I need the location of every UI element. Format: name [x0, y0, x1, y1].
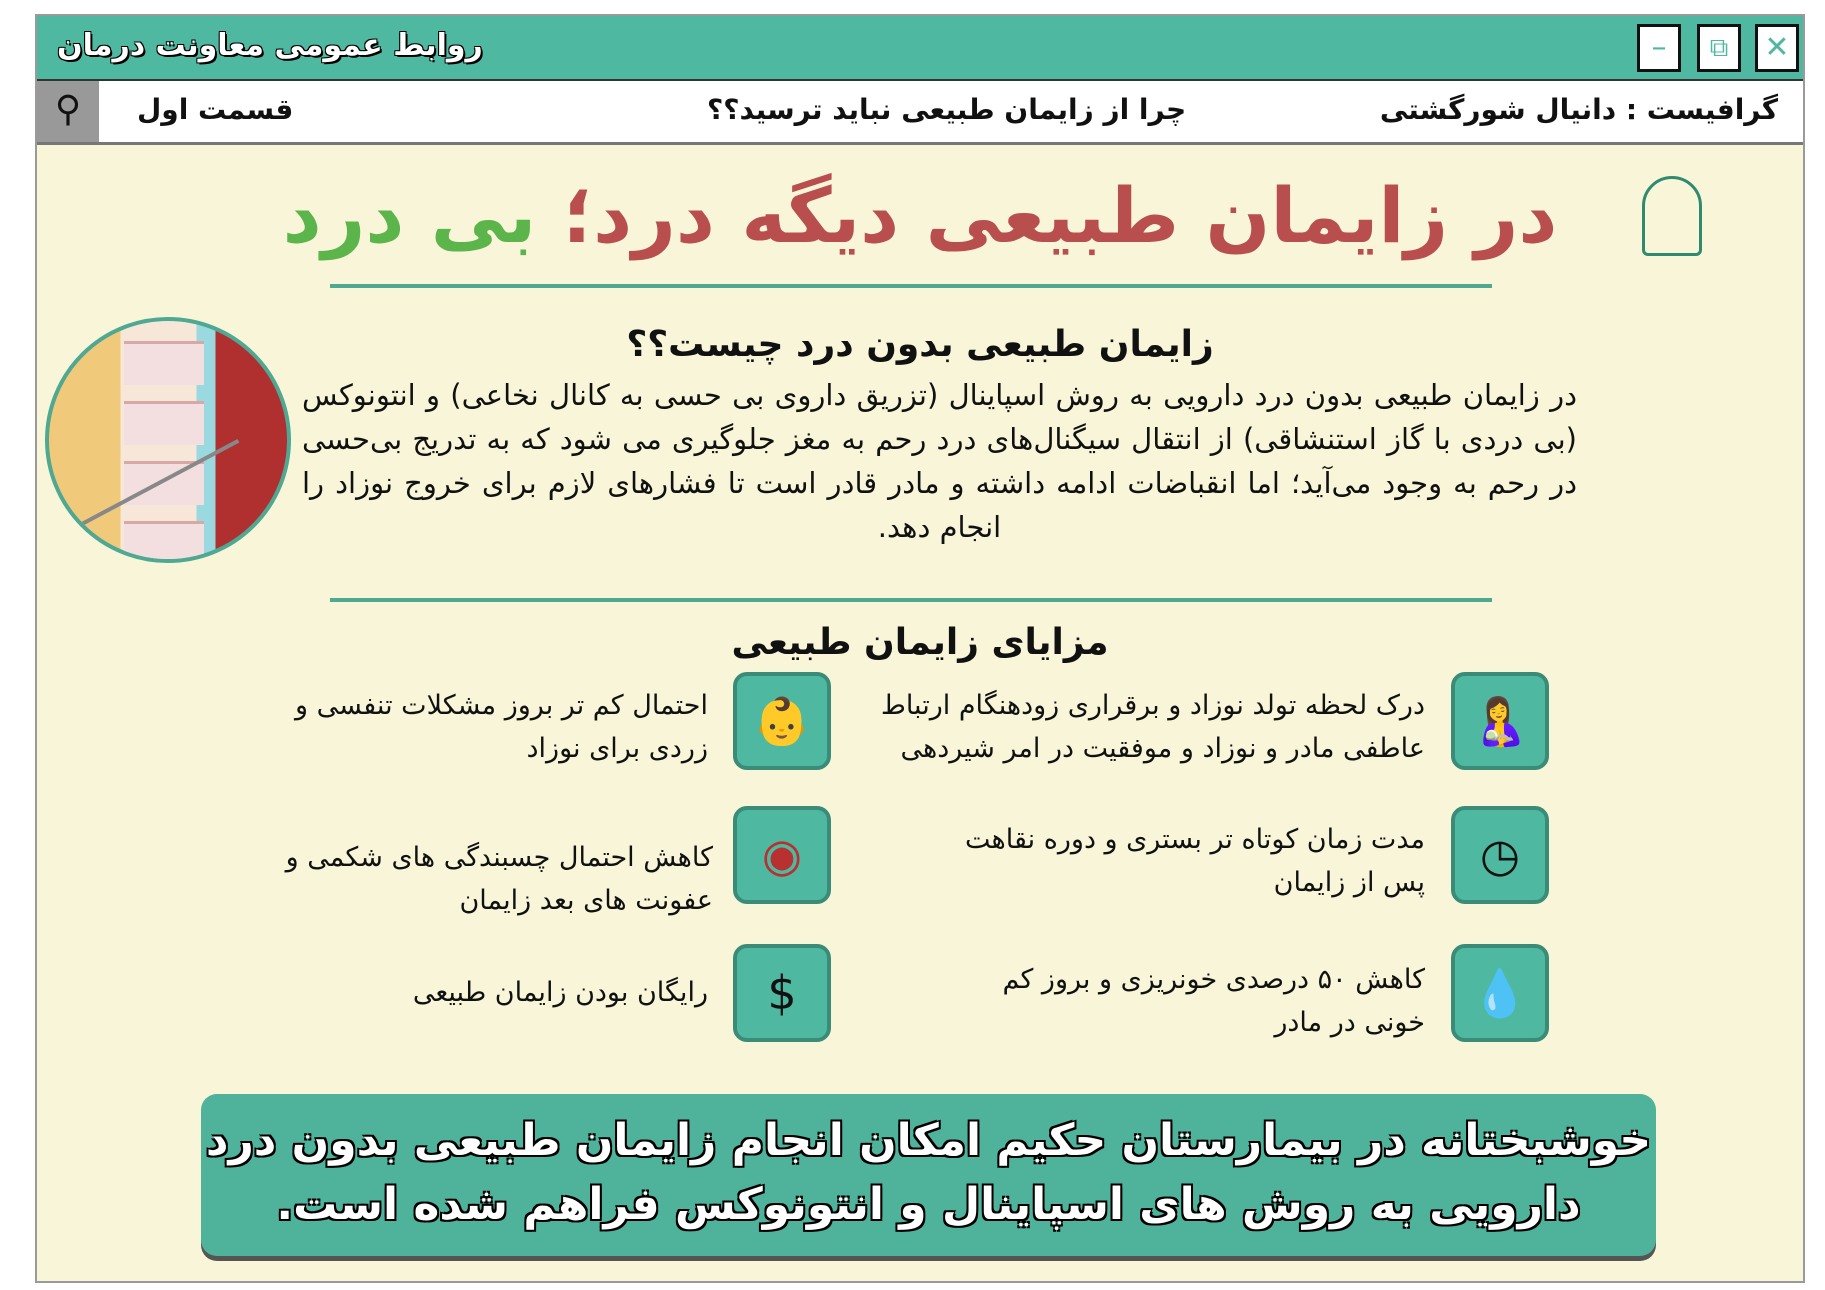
headline: [37, 166, 1803, 266]
mother-baby-icon: 🤱: [1451, 672, 1549, 770]
clock-icon: ◷: [1451, 806, 1549, 904]
benefit-text: درک لحظه تولد نوزاد و برقراری زودهنگام ارتباط عاطفی مادر و نوزاد و موفقیت در امر شیردهی: [880, 690, 1425, 764]
divider: [330, 284, 1492, 288]
app-title: روابط عمومی معاونت درمان: [57, 28, 483, 63]
benefit-text: رایگان بودن زایمان طبیعی: [412, 977, 708, 1008]
nav-bar: [37, 81, 1803, 145]
headline-green: بی درد: [282, 171, 537, 260]
benefit-text: احتمال کم تر بروز مشکلات تنفسی و زردی برای نوزاد: [295, 690, 708, 764]
benefit-text: کاهش احتمال چسبندگی های شکمی و عفونت های بعد زایمان: [285, 842, 713, 916]
section2-title: مزایای زایمان طبیعی: [731, 622, 1109, 663]
restore-button[interactable]: ⧉: [1697, 24, 1741, 72]
section1-title: زایمان طبیعی بدون درد چیست؟؟: [626, 324, 1214, 365]
spinal-illustration: [45, 317, 291, 563]
needle-icon: [79, 439, 240, 527]
app-window: [35, 14, 1805, 1283]
university-logo: [1602, 176, 1742, 316]
benefit-text: کاهش ۵۰ درصدی خونریزی و بروز کم خونی در مادر: [1002, 964, 1425, 1038]
credit-label: گرافیست : دانیال شورگشتی: [1379, 93, 1778, 126]
section1-paragraph: در زایمان طبیعی بدون درد دارویی به روش اسپاینال (تزریق داروی بی حسی به کانال نخاعی) و انتونوکس (بی دردی با گاز استنشاقی) از انتقال سیگنال‌های درد رحم به مغز جلوگیری می شود که به تدریج بی‌حسی در رحم به وجود می‌آید؛ اما انقباضات ادامه داشته و مادر قادر است تا فشارهای لازم برای خروج نوزاد را انجام دهد.: [302, 378, 1577, 544]
benefit-text: مدت زمان کوتاه تر بستری و دوره نقاهت پس از زایمان: [964, 824, 1425, 898]
question-title: چرا از زایمان طبیعی نباید ترسید؟؟: [707, 93, 1187, 126]
search-icon[interactable]: ⚲: [37, 81, 99, 142]
close-button[interactable]: ✕: [1755, 24, 1799, 72]
fetus-icon: ◉: [733, 806, 831, 904]
emblem-icon: [1642, 176, 1702, 256]
title-bar: [37, 16, 1803, 81]
divider: [330, 598, 1492, 602]
minimize-button[interactable]: –: [1637, 24, 1681, 72]
incubator-icon: 👶: [733, 672, 831, 770]
headline-red: در زایمان طبیعی دیگه درد؛: [562, 171, 1558, 260]
money-hand-icon: $: [733, 944, 831, 1042]
bottom-banner: خوشبختانه در بیمارستان حکیم امکان انجام زایمان طبیعی بدون درد دارویی به روش های اسپاینال و انتونوکس فراهم شده است.: [201, 1094, 1656, 1256]
blood-drops-icon: 💧: [1451, 944, 1549, 1042]
part-label: قسمت اول: [137, 93, 294, 126]
